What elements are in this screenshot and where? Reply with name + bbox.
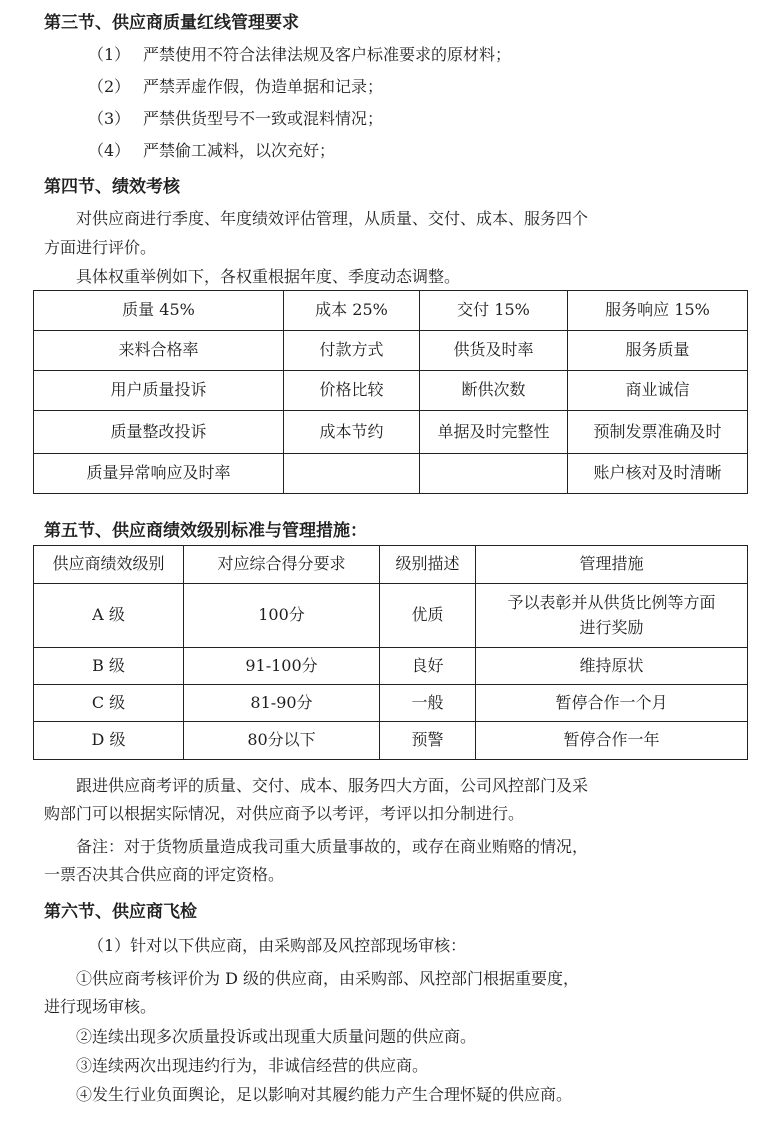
weight-row: [34, 331, 748, 371]
grade-score: 100分: [184, 584, 380, 648]
weight-cell: 质量 45%: [34, 291, 284, 331]
weight-cell: 来料合格率: [34, 331, 284, 371]
weight-table: [33, 290, 748, 494]
grade-measure: 暂停合作一个月: [476, 685, 748, 722]
s3-item-num: （4）: [88, 141, 131, 160]
s6-item-line: ②连续出现多次质量投诉或出现重大质量问题的供应商。: [76, 1027, 477, 1046]
section4-title: 第四节、绩效考核: [44, 177, 180, 197]
grade-measure: 维持原状: [476, 648, 748, 685]
grade-row: [34, 584, 748, 648]
grade-desc: 预警: [380, 722, 476, 760]
grade-header-cell: 对应综合得分要求: [184, 546, 380, 584]
weight-cell: 交付 15%: [420, 291, 568, 331]
s3-item-text: 严禁弄虚作假，伪造单据和记录；: [143, 77, 384, 96]
grade-score: 80分以下: [184, 722, 380, 760]
weight-header-row: [34, 291, 748, 331]
grade-desc: 良好: [380, 648, 476, 685]
grade-measure: 暂停合作一年: [476, 722, 748, 760]
grade-header-cell: 级别描述: [380, 546, 476, 584]
weight-cell: 单据及时完整性: [420, 411, 568, 454]
section3-title: 第三节、供应商质量红线管理要求: [44, 13, 299, 33]
grade-table: [33, 545, 748, 760]
grade-score: 91-100分: [184, 648, 380, 685]
s6-item-line: ①供应商考核评价为 D 级的供应商，由采购部、风控部门根据重要度，: [76, 969, 580, 988]
s3-item-num: （2）: [88, 77, 131, 96]
s5-note-line1: 备注：对于货物质量造成我司重大质量事故的，或存在商业贿赂的情况，: [76, 837, 589, 856]
s3-item-text: 严禁偷工减料，以次充好；: [143, 141, 336, 160]
grade-row: [34, 722, 748, 760]
weight-cell: 质量异常响应及时率: [34, 454, 284, 494]
section6-title: 第六节、供应商飞检: [44, 902, 197, 922]
weight-row: [34, 411, 748, 454]
grade-header-cell: 管理措施: [476, 546, 748, 584]
s5-para-line1: 跟进供应商考评的质量、交付、成本、服务四大方面，公司风控部门及采: [76, 776, 589, 795]
grade-desc: 优质: [380, 584, 476, 648]
grade-row: [34, 685, 748, 722]
s4-para1-line1: 对供应商进行季度、年度绩效评估管理，从质量、交付、成本、服务四个: [76, 209, 589, 228]
s5-para-line2: 购部门可以根据实际情况，对供应商予以考评，考评以扣分制进行。: [44, 804, 525, 823]
s4-para2: 具体权重举例如下，各权重根据年度、季度动态调整。: [76, 267, 461, 286]
grade-row: [34, 648, 748, 685]
s5-note-line2: 一票否决其合供应商的评定资格。: [44, 865, 285, 884]
s3-item-text: 严禁供货型号不一致或混料情况；: [143, 109, 384, 128]
weight-cell: 质量整改投诉: [34, 411, 284, 454]
s3-item-num: （3）: [88, 109, 131, 128]
grade-level: B 级: [34, 648, 184, 685]
grade-level: D 级: [34, 722, 184, 760]
weight-cell: 服务响应 15%: [568, 291, 748, 331]
weight-cell: 商业诚信: [568, 371, 748, 411]
weight-cell: 账户核对及时清晰: [568, 454, 748, 494]
s6-intro: （1）针对以下供应商，由采购部及风控部现场审核：: [88, 936, 467, 955]
weight-cell: 用户质量投诉: [34, 371, 284, 411]
grade-header-row: [34, 546, 748, 584]
s6-item-line: 进行现场审核。: [44, 997, 157, 1016]
weight-cell: 付款方式: [284, 331, 420, 371]
grade-measure: [476, 584, 748, 648]
section5-title: 第五节、供应商绩效级别标准与管理措施：: [44, 521, 367, 541]
weight-row: [34, 371, 748, 411]
weight-cell: [284, 454, 420, 494]
weight-row: [34, 454, 748, 494]
s3-item-text: 严禁使用不符合法律法规及客户标准要求的原材料；: [143, 45, 512, 64]
s6-item-line: ③连续两次出现违约行为，非诚信经营的供应商。: [76, 1056, 429, 1075]
grade-desc: 一般: [380, 685, 476, 722]
weight-cell: 预制发票准确及时: [568, 411, 748, 454]
weight-cell: 断供次数: [420, 371, 568, 411]
s6-item-line: ④发生行业负面舆论，足以影响对其履约能力产生合理怀疑的供应商。: [76, 1085, 573, 1104]
s4-para1-line2: 方面进行评价。: [44, 238, 157, 257]
grade-measure-line: 进行奖励: [579, 617, 644, 637]
weight-cell: 服务质量: [568, 331, 748, 371]
grade-level: A 级: [34, 584, 184, 648]
s3-item-num: （1）: [88, 45, 131, 64]
grade-header-cell: 供应商绩效级别: [34, 546, 184, 584]
weight-cell: 成本 25%: [284, 291, 420, 331]
grade-score: 81-90分: [184, 685, 380, 722]
weight-cell: [420, 454, 568, 494]
grade-level: C 级: [34, 685, 184, 722]
weight-cell: 供货及时率: [420, 331, 568, 371]
weight-cell: 价格比较: [284, 371, 420, 411]
grade-measure-line: 予以表彰并从供货比例等方面: [507, 592, 716, 612]
weight-cell: 成本节约: [284, 411, 420, 454]
